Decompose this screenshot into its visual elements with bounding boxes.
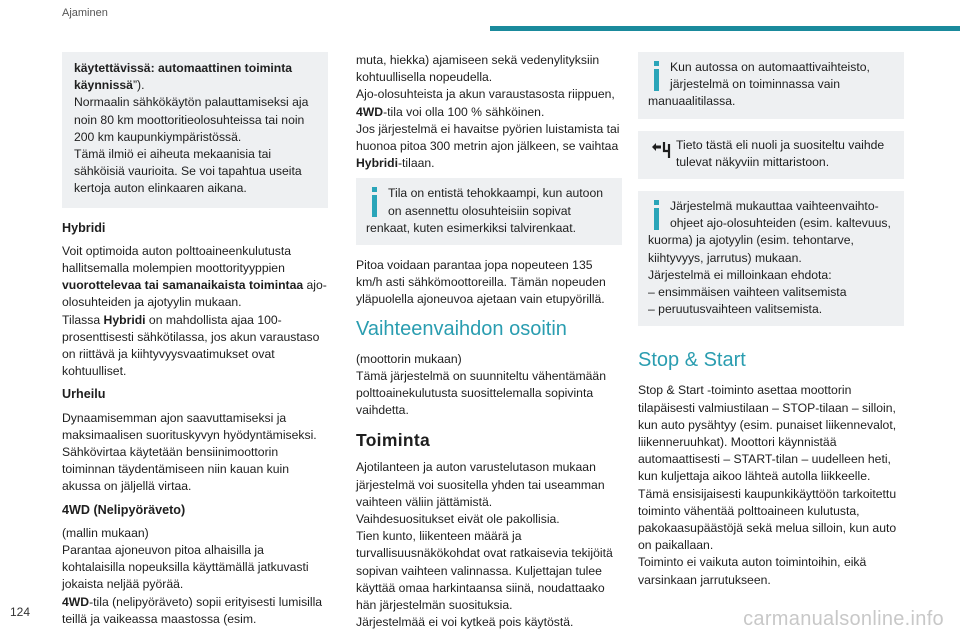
text: Järjestelmää ei voi kytkeä pois käytöstä. [356,615,574,630]
text: Tämä ensisijaisesti kaupunkikäyttöön tarkoitettu toiminto vähentää polttoaineen kulutusta, pakokaasupäästöjä sekä melua silloin, kun auto on paikallaan. [638,486,897,553]
list-item: – peruutusvaihteen valitsemista. [648,302,823,317]
heading-stop-start: Stop & Start [638,349,746,372]
text: Voit optimoida auton polttoaineenkulutusta hallitsemalla molempien moottorityyppien [62,243,292,276]
info-note [638,52,904,119]
note-text: manuaalitilassa. [648,94,736,109]
paragraph [638,382,904,588]
info-icon [650,61,664,91]
section-title-urheilu: Urheilu [62,387,106,402]
text: muta, hiekka) ajamiseen sekä vedenylityksiin kohtuullisella nopeudella. [356,53,600,85]
bold-text: 4WD [62,594,90,609]
text: Tämä järjestelmä on suunniteltu vähentämään polttoainekulutusta suosittelemalla sopivinta vaihdetta. [356,368,606,418]
paragraph [356,52,622,172]
text: -tila (nelipyöräveto) sopii erityisesti lumisilla teillä ja vaikeassa maastossa (esim. [62,594,323,626]
text: ajo-olosuhteiden ja ajotyylin mukaan. [62,278,327,310]
watermark: carmanualsonline.info [743,608,944,630]
text: Parantaa ajoneuvon pitoa alhaisilla ja kohtalaisilla nopeuksilla käyttämällä jatkuvasti jokaista neljää pyörää. [62,543,309,592]
text: -tilaan. [397,156,435,171]
text: Toiminto ei vaikuta auton toimintoihin, eikä varsinkaan jarrutukseen. [638,555,867,587]
text: Ajo-olosuhteista ja akun varaustasosta riippuen, [356,87,615,102]
paragraph [62,243,328,381]
text: on mahdollista ajaa 100-prosenttisesti sähkötilassa, jos akun varaustaso on riittävä ja kiihtyvyysvaatimukset ovat kohtuulliset. [62,312,320,379]
note-text: Kun autossa on automaattivaihteisto, järjestelmä on toiminnassa vain [670,60,870,92]
text: Dynaamisemman ajon saavuttamiseksi ja maksimaalisen suorituskyvyn hyödyntämiseksi. [62,410,317,442]
info-icon [650,200,664,230]
paragraph [62,410,328,496]
text: Stop & Start -toiminto asettaa moottorin tilapäisesti valmiustilaan – STOP-tilaan – silloin, kun auto pysähtyy (esim. punaiset liikennevalot, liikenneruuhkat). Moottori käynnistää automaattisesti – START-tilan – uudelleen heti, kun kuljettaja aikoo lähteä autolla liikkeelle. [638,383,897,484]
column-1 [62,52,328,628]
info-box-text: Tämä ilmiö ei aiheuta mekaanisia tai sähköisiä vaurioita. Se voi tapahtua useita kertoja auton elinkaaren aikana. [74,147,302,196]
text: Vaihdesuositukset eivät ole pakollisia. [356,512,560,527]
note-text: Tieto tästä eli nuoli ja suositeltu vaihde tulevat näkyviin mittaristoon. [676,137,885,169]
paragraph [356,351,622,420]
text: Ajotilanteen ja auton varustelutason mukaan järjestelmä voi suositella yhden tai useamman vaihteen väliin jättämistä. [356,460,605,509]
text: -tila voi olla 100 % sähköinen. [383,104,545,119]
bold-text: käytettävissä: automaattinen toiminta käynnissä [74,61,293,93]
page-number: 124 [10,605,31,619]
header-accent-bar [490,26,960,31]
header-title: Ajaminen [62,7,108,19]
heading-toiminta: Toiminta [356,430,431,451]
note-text: renkaat, kuten esimerkiksi talvirenkaat. [366,220,576,235]
note-text: kuorma) ja ajotyylin (esim. tehontarve, kiihtyvyys, jarrutus) mukaan. [648,233,854,265]
note-text: Järjestelmä ei milloinkaan ehdota: [648,267,832,282]
column-3 [638,52,904,589]
list-item: – ensimmäisen vaihteen valitsemista [648,285,847,300]
paragraph: Pitoa voidaan parantaa jopa nopeuteen 135 km/h asti sähkömoottoreilla. Tämän nopeuden yläpuolella ajoneuvoa ajetaan vain etupyörillä. [356,258,606,307]
text: Jos järjestelmä ei havaitse pyörien luistamista tai huonoa pitoa 300 metrin ajon jälkeen, se vaihtaa [356,121,620,154]
gear-shift-note [638,131,904,179]
info-box [62,52,328,208]
text: (moottorin mukaan) [356,351,462,366]
column-2 [356,52,622,631]
paragraph [356,459,622,631]
bold-text: Hybridi [103,312,146,327]
gear-shift-indicator-icon [650,139,672,161]
bold-text: 4WD [356,104,384,119]
info-note [356,178,622,245]
info-box-text [74,60,318,94]
info-icon [368,187,382,217]
note-text: Järjestelmä mukauttaa vaihteenvaihto-ohjeet ajo-olosuhteiden (esim. kaltevuus, [670,199,891,231]
section-title-4wd: 4WD (Nelipyöräveto) [62,502,186,517]
text: Sähkövirtaa käytetään bensiinimoottorin toiminnan täydentämiseen niin kauan kuin akussa on jäljellä virtaa. [62,445,289,494]
bold-text: Hybridi [356,156,398,171]
text: Tien kunto, liikenteen määrä ja turvallisuusnäkökohdat ovat ratkaisevia tekijöitä sopivan vaihteen valinnassa. Kuljettajan tulee käyttää omaa harkintaansa siinä, noudattaako hän järjestelmän suosituksia. [356,529,613,613]
heading-vaihteenvaihdon-osoitin: Vaihteenvaihdon osoitin [356,317,567,340]
text: (mallin mukaan) [62,525,149,540]
bold-text: vuorottelevaa tai samanaikaista toimintaa [62,278,304,293]
info-note [638,191,904,326]
text: Tilassa [62,312,104,327]
section-title-hybridi: Hybridi [62,220,106,235]
info-box-text: Normaalin sähkökäytön palauttamiseksi aja noin 80 km moottoritieolosuhteissa tai noin 200 km kaupunkiympäristössä. [74,95,309,144]
text: ”). [132,78,145,93]
paragraph [62,525,328,628]
note-text: Tila on entistä tehokkaampi, kun autoon on asennettu olosuhteisiin sopivat [388,186,603,218]
